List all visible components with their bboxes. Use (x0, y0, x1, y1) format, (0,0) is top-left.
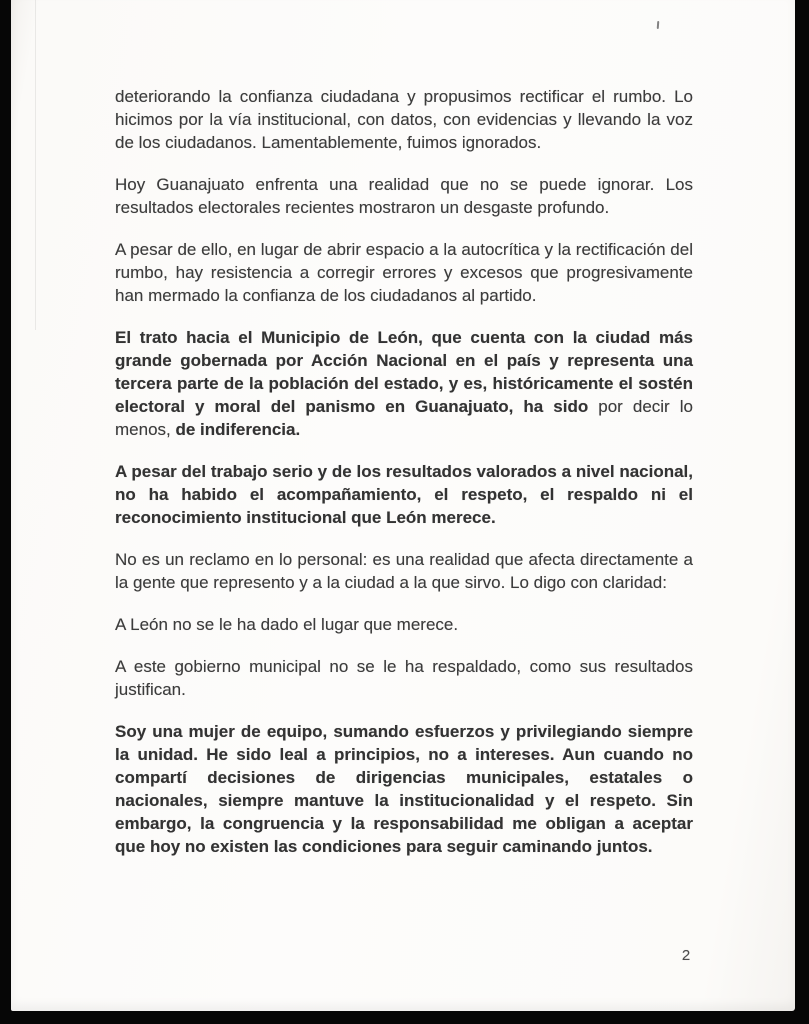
paragraph: A pesar de ello, en lugar de abrir espacio a la autocrítica y la rectificación del rumbo, hay resistencia a corregir errores y excesos que progresivamente han mermado la confianza de los ciudadanos al partido. (115, 240, 693, 305)
paragraph: A este gobierno municipal no se le ha respaldado, como sus resultados justifican. (115, 657, 693, 699)
letter-body (115, 85, 693, 877)
paragraph-emphasis: A pesar del trabajo serio y de los resultados valorados a nivel nacional, no ha habido el acompañamiento, el respeto, el respaldo ni el reconocimiento institucional que León merece. (115, 462, 693, 527)
page-number: 2 (681, 947, 691, 964)
paragraph: Hoy Guanajuato enfrenta una realidad que no se puede ignorar. Los resultados electorales recientes mostraron un desgaste profundo. (115, 175, 693, 217)
paragraph: deteriorando la confianza ciudadana y propusimos rectificar el rumbo. Lo hicimos por la vía institucional, con datos, con evidencias y llevando la voz de los ciudadanos. Lamentablemente, fuimos ignorados. (115, 87, 693, 152)
paragraph: No es un reclamo en lo personal: es una realidad que afecta directamente a la gente que represento y a la ciudad a la que sirvo. Lo digo con claridad: (115, 550, 693, 592)
paragraph-emphasis: Soy una mujer de equipo, sumando esfuerzos y privilegiando siempre la unidad. He sido leal a principios, no a intereses. Aun cuando no compartí decisiones de dirigencias municipales, estatales o nacionales, siempre mantuve la institucionalidad y el respeto. Sin embargo, la congruencia y la responsabilidad me obligan a aceptar que hoy no existen las condiciones para seguir caminando juntos. (115, 722, 693, 856)
scan-artifact (657, 21, 660, 29)
bold-text-run: de indiferencia. (175, 420, 301, 439)
regular-text-run: por decir lo menos, (115, 397, 693, 439)
bold-text-run: El trato hacia el Municipio de León, que cuenta con la ciudad más grande gobernada por Acción Nacional en el país y representa una tercera parte de la población del estado, y es, históricamente el sostén electoral y moral del panismo en Guanajuato, ha sido (115, 328, 693, 416)
document-page (11, 0, 795, 1011)
paragraph-emphasis-mixed (115, 326, 693, 441)
paragraph: A León no se le ha dado el lugar que merece. (115, 615, 459, 634)
